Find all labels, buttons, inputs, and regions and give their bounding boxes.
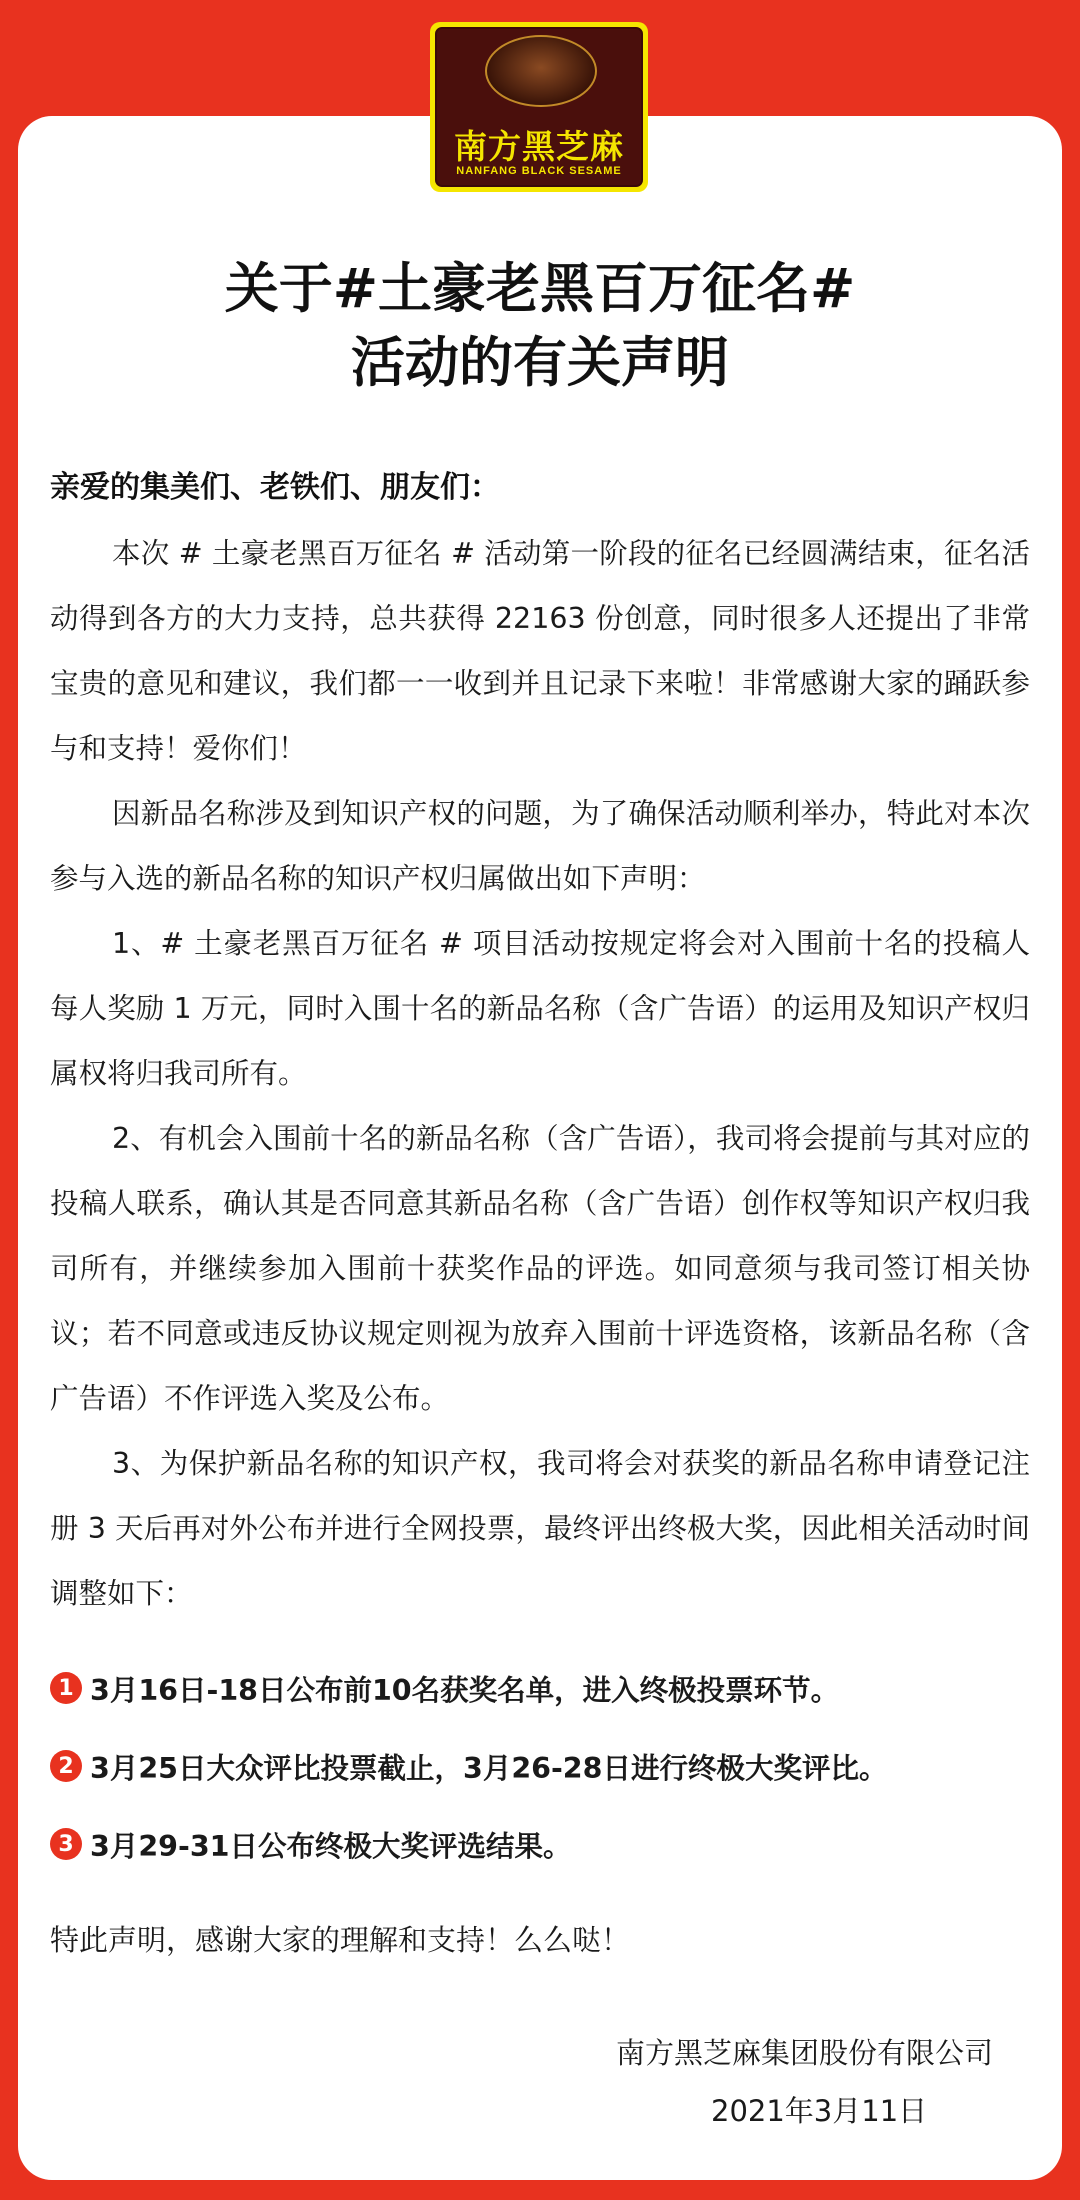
paragraph-clause-1: 1、# 土豪老黑百万征名 # 项目活动按规定将会对入围前十名的投稿人每人奖励 1 万元，同时入围十名的新品名称（含广告语）的运用及知识产权归属权将归我司所有。	[50, 927, 1030, 1090]
schedule-item	[50, 1668, 839, 1708]
logo-brand-name: 南方黑芝麻	[454, 127, 624, 166]
page-title-line2: 活动的有关声明	[351, 331, 729, 394]
schedule-item	[50, 1746, 887, 1786]
paragraph-clause-2: 2、有机会入围前十名的新品名称（含广告语），我司将会提前与其对应的投稿人联系，确认其是否同意其新品名称（含广告语）创作权等知识产权归我司所有，并继续参加入围前十获奖作品的评选。如同意须与我司签订相关协议；若不同意或违反协议规定则视为放弃入围前十评选资格，该新品名称（含广告语）不作评选入奖及公布。	[50, 1122, 1030, 1415]
number-2-icon: 2	[50, 1750, 82, 1782]
number-1-icon: 1	[50, 1672, 82, 1704]
paragraph-intro: 本次 # 土豪老黑百万征名 # 活动第一阶段的征名已经圆满结束，征名活动得到各方的大力支持，总共获得 22163 份创意，同时很多人还提出了非常宝贵的意见和建议，我们都一一收到并且记录下来啦！非常感谢大家的踊跃参与和支持！爱你们！	[50, 537, 1030, 765]
signature-date: 2021年3月11日	[711, 2094, 928, 2128]
logo-portrait-image	[485, 35, 597, 107]
schedule-item-text: 3月25日大众评比投票截止，3月26-28日进行终极大奖评比。	[90, 1751, 888, 1785]
brand-logo	[430, 22, 648, 192]
schedule-item-text: 3月29-31日公布终极大奖评选结果。	[90, 1829, 572, 1863]
greeting: 亲爱的集美们、老铁们、朋友们：	[50, 470, 500, 505]
number-3-icon: 3	[50, 1828, 82, 1860]
schedule-item	[50, 1824, 571, 1864]
signature-company: 南方黑芝麻集团股份有限公司	[616, 2036, 994, 2070]
paragraph-clause-3: 3、为保护新品名称的知识产权，我司将会对获奖的新品名称申请登记注册 3 天后再对外公布并进行全网投票，最终评出终极大奖，因此相关活动时间调整如下：	[50, 1447, 1030, 1610]
page-title-line1: 关于#土豪老黑百万征名#	[224, 257, 856, 320]
logo-brand-english: NANFANG BLACK SESAME	[456, 165, 622, 177]
logo-panel	[435, 27, 643, 187]
closing-statement: 特此声明，感谢大家的理解和支持！么么哒！	[50, 1923, 631, 1957]
schedule-item-text: 3月16日-18日公布前10名获奖名单，进入终极投票环节。	[90, 1673, 840, 1707]
paragraph-ip-notice: 因新品名称涉及到知识产权的问题，为了确保活动顺利举办，特此对本次参与入选的新品名称的知识产权归属做出如下声明：	[50, 797, 1030, 895]
